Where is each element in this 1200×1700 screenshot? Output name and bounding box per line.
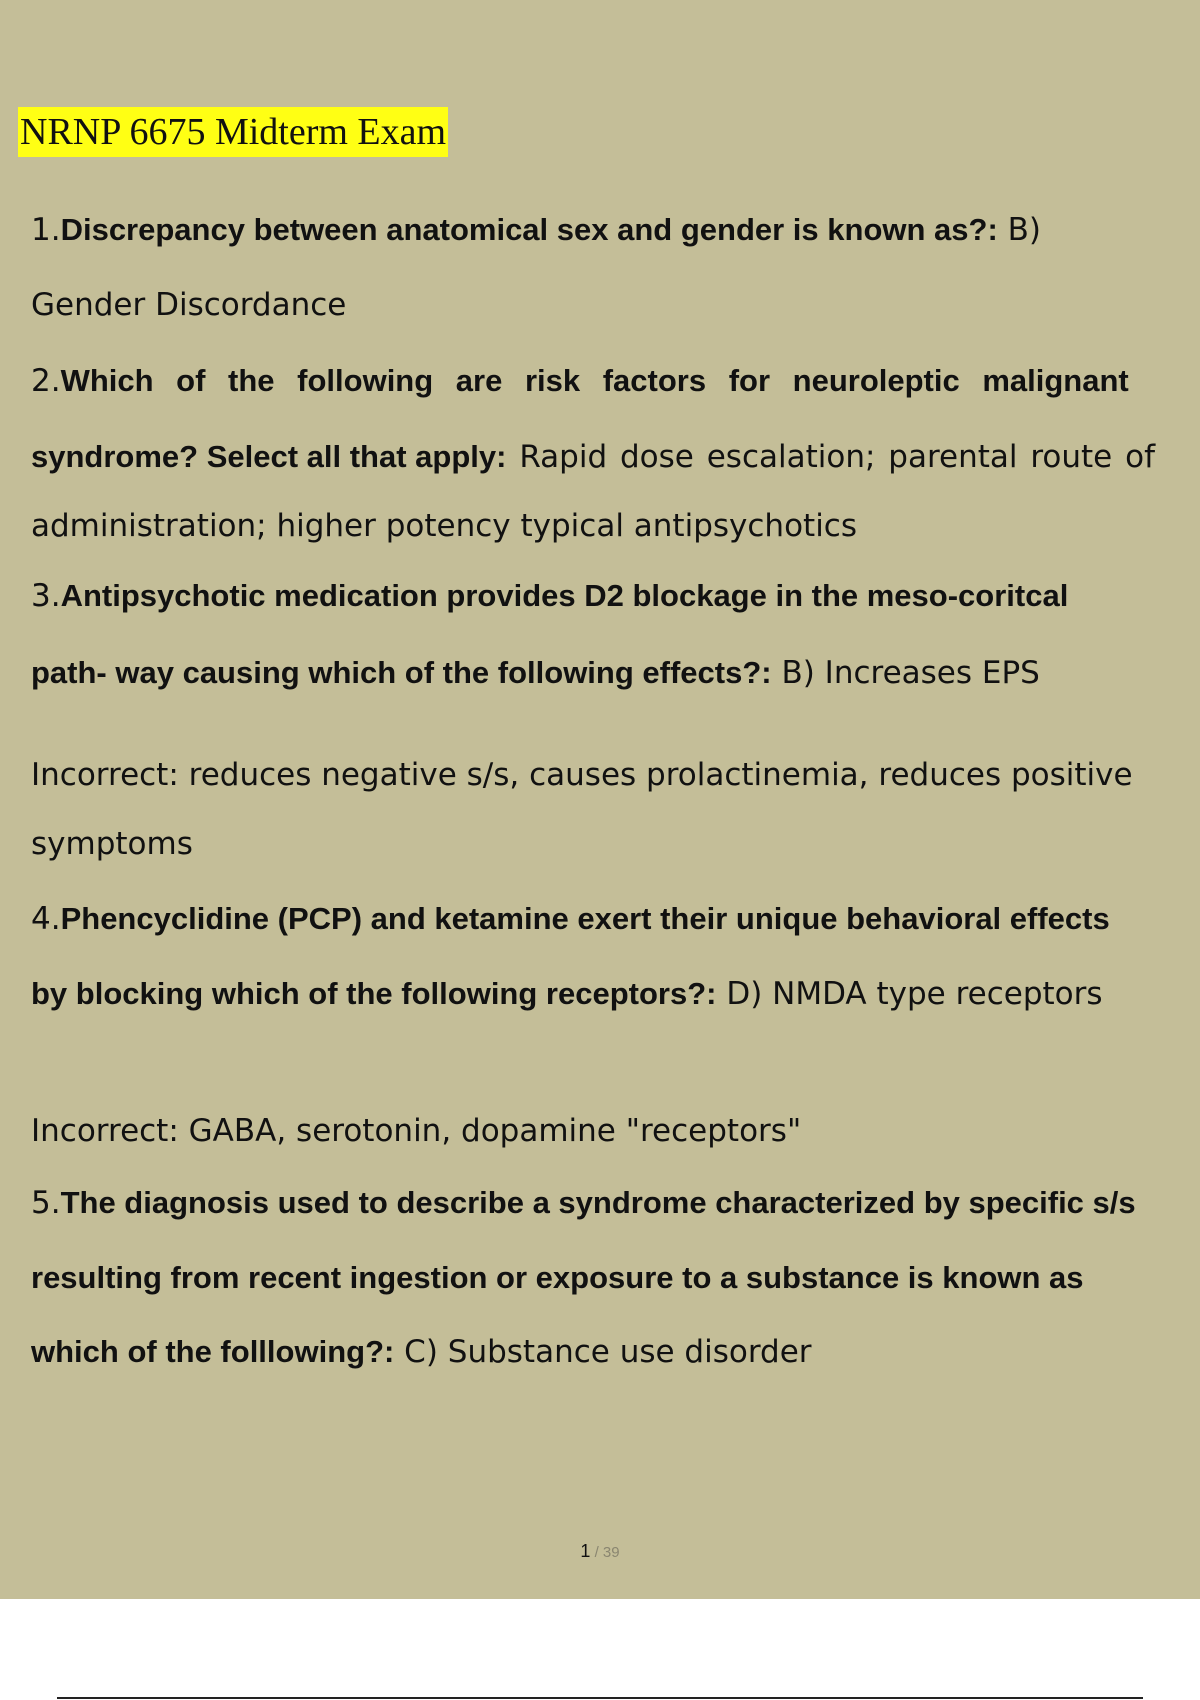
question-list [31, 192, 1200, 1389]
answer-continuation: Gender Discordance [31, 287, 347, 323]
current-page: 1 [580, 1541, 591, 1561]
incorrect-note-continuation: symptoms [31, 826, 193, 862]
answer-continuation: administration; higher potency typical antipsychotics [31, 508, 857, 544]
question-4-line-2 [31, 959, 1200, 1029]
question-stem: Antipsychotic medication provides D2 blockage in the meso-coritcal [60, 578, 1069, 613]
question-stem: Phencyclidine (PCP) and ketamine exert their unique behavioral effects [60, 901, 1110, 936]
question-stem: by blocking which of the following receptors?: [31, 976, 717, 1011]
question-number: 3. [31, 578, 61, 614]
question-5-line-2 [31, 1241, 1200, 1315]
question-number: 5. [31, 1185, 61, 1221]
page-divider [57, 1697, 1143, 1699]
question-number: 1. [31, 212, 61, 248]
question-2-line-2 [31, 419, 1200, 495]
question-answer: B) [997, 212, 1042, 248]
question-stem: Discrepancy between anatomical sex and gender is known as?: [60, 212, 998, 247]
spacer [31, 711, 1200, 741]
question-2 [31, 343, 1200, 419]
question-3 [31, 557, 1200, 635]
question-number: 4. [31, 901, 61, 937]
question-1 [31, 192, 1200, 268]
page-indicator [0, 1541, 1200, 1562]
incorrect-note: Incorrect: reduces negative s/s, causes prolactinemia, reduces positive [31, 757, 1133, 793]
question-3-line-2 [31, 635, 1200, 711]
total-pages: 39 [602, 1544, 620, 1561]
spacer [31, 1029, 1200, 1097]
page-separator: / [590, 1544, 603, 1561]
question-answer: Rapid dose escalation; parental route of [506, 439, 1155, 475]
question-stem: syndrome? Select all that apply: [31, 439, 507, 474]
incorrect-note: Incorrect: GABA, serotonin, dopamine "receptors" [31, 1113, 802, 1149]
question-5 [31, 1165, 1200, 1241]
question-5-line-3 [31, 1315, 1200, 1389]
question-stem: resulting from recent ingestion or exposure to a substance is known as [31, 1260, 1084, 1295]
question-number: 2. [31, 363, 61, 399]
question-answer: D) NMDA type receptors [716, 976, 1103, 1012]
question-answer: B) Increases EPS [771, 655, 1040, 691]
document-title: NRNP 6675 Midterm Exam [18, 107, 448, 157]
question-4 [31, 879, 1200, 959]
question-stem: The diagnosis used to describe a syndrome characterized by specific s/s [60, 1185, 1136, 1220]
question-stem: Which of the following are risk factors for neuroleptic malignant [60, 363, 1129, 398]
question-answer: C) Substance use disorder [394, 1334, 812, 1370]
question-stem: path- way causing which of the following effects?: [31, 655, 772, 690]
question-stem: which of the folllowing?: [31, 1334, 395, 1369]
